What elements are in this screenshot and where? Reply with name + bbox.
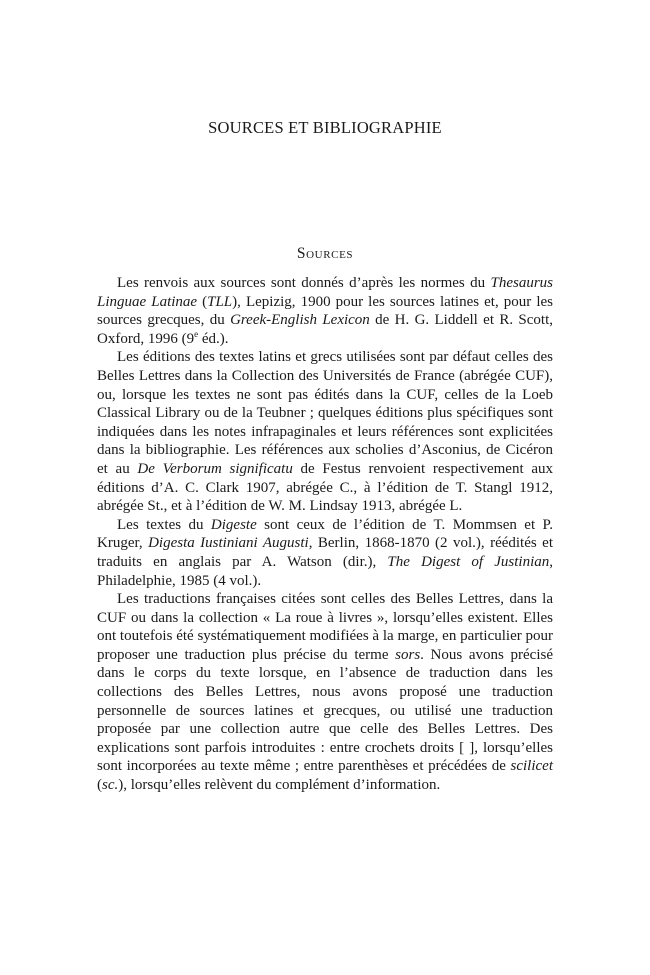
text-run: Les traductions françaises citées sont celles des Belles Lettres, dans la CUF ou dans la collection « La roue à livres », lorsqu’elles existent. Elles ont toutefois été systématiquement modifiées à la marge, en particulier pour proposer une traduction plus précise du terme: [97, 591, 553, 663]
italic-run: Digeste: [210, 516, 257, 533]
text-run: ), Lepizig, 1900 pour les sources latines et, pour les sources grecques, du: [97, 293, 553, 329]
italic-run: Digesta Iustiniani Augusti: [148, 535, 309, 552]
body-text: [97, 274, 553, 795]
paragraph: [97, 348, 553, 515]
text-run: Les éditions des textes latins et grecs utilisées sont par défaut celles des Belles Lettres dans la Collection des Universités de France (abrégée CUF), ou, lorsque les textes ne sont pas édités dans la CUF, celles de la Loeb Classical Library ou de la Teubner ; quelques éditions plus spécifiques sont indiquées dans les notes infrapaginales et leurs références sont explicitées dans la bibliographie. Les références aux scholies d’Asconius, de Cicéron et au: [97, 349, 553, 477]
text-run: , Philadelphie, 1985 (4 vol.).: [97, 553, 553, 589]
text-run: . Nous avons précisé dans le corps du texte lorsque, en l’absence de traduction dans les collections des Belles Lettres, nous avons proposé une traduction personnelle de sources latines et grecques, ou utilisé une traduction proposée par une collection autre que celle des Belles Lettres. Des explications sont parfois introduites : entre crochets droits [ ], lorsqu’elles sont incorporées au texte même ; entre parenthèses et précédées de: [97, 646, 553, 775]
paragraph: [97, 516, 553, 590]
text-run: Les renvois aux sources sont donnés d’après les normes du: [117, 275, 491, 291]
italic-run: Greek-English Lexicon: [230, 312, 370, 329]
paragraph: [97, 590, 553, 795]
text-run: (: [197, 293, 208, 310]
italic-run: The Digest of Justinian: [387, 553, 550, 570]
italic-run: TLL: [207, 293, 233, 310]
text-run: de Festus renvoient respectivement aux éditions d’A. C. Clark 1907, abrégée C., à l’édition de T. Stangl 1912, abrégée St., et à l’édition de W. M. Lindsay 1913, abrégée L.: [97, 460, 553, 515]
text-run: (: [97, 777, 102, 794]
section-heading: Sources: [296, 245, 354, 262]
italic-run: De Verborum significatu: [137, 460, 293, 477]
text-run: , Berlin, 1868-1870 (2 vol.), réédités et traduits en anglais par A. Watson (dir.),: [97, 535, 553, 570]
italic-run: sors: [395, 646, 421, 663]
superscript-run: e: [194, 328, 199, 339]
text-run: sont ceux de l’édition de T. Mommsen et P. Kruger,: [97, 516, 553, 552]
paragraph: [97, 274, 553, 348]
text-run: de H. G. Liddell et R. Scott, Oxford, 1996 (9: [97, 312, 553, 347]
page-title: SOURCES ET BIBLIOGRAPHIE: [208, 118, 442, 137]
italic-run: sc.: [102, 777, 119, 794]
text-run: Les textes du: [117, 516, 211, 533]
italic-run: scilicet: [510, 758, 553, 775]
italic-run: Thesaurus Linguae Latinae: [97, 275, 553, 310]
text-run: ), lorsqu’elles relèvent du complément d’information.: [118, 777, 441, 794]
text-run: éd.).: [198, 330, 229, 347]
